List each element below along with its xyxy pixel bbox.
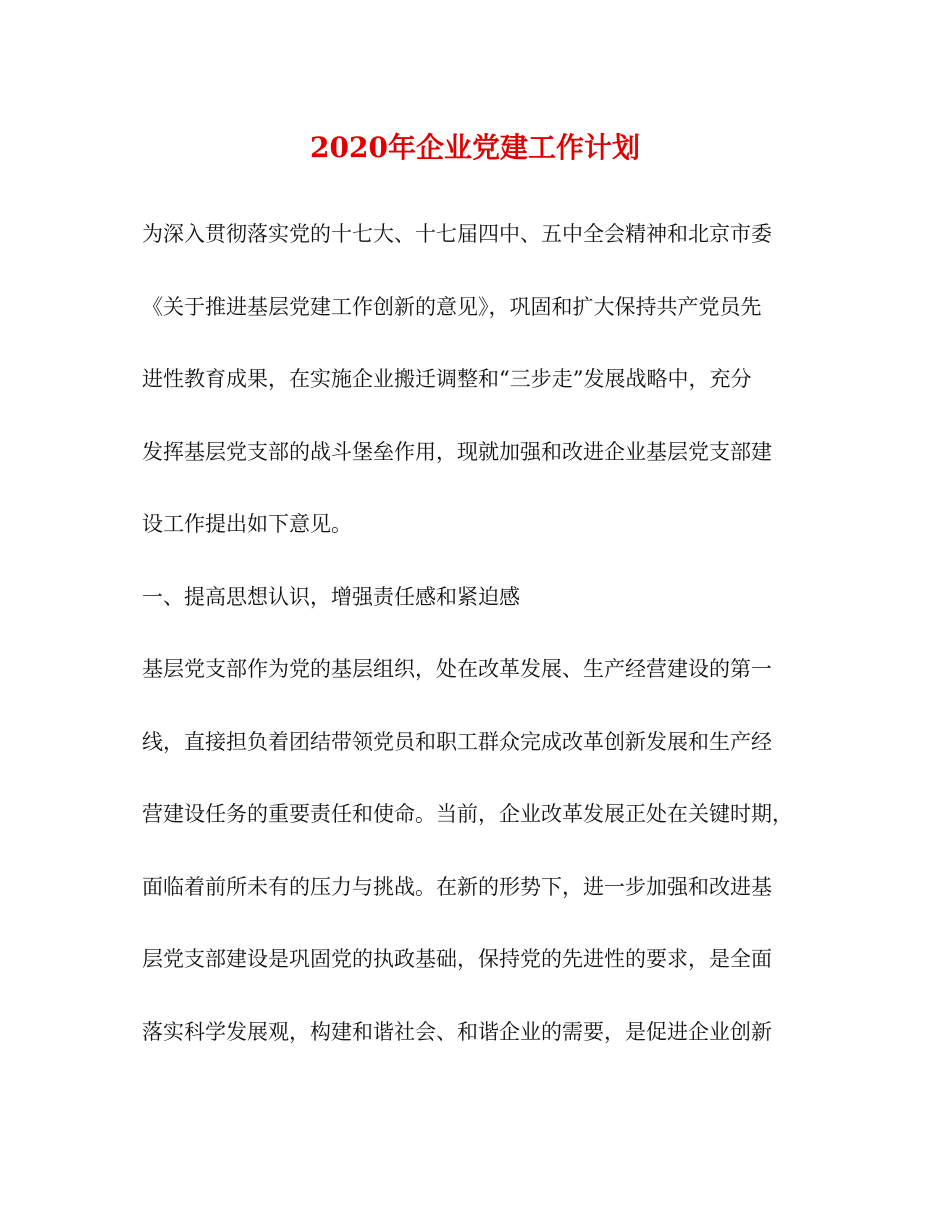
body-line-8: 营建设任务的重要责任和使命。当前，企业改革发展正处在关键时期， bbox=[142, 802, 793, 826]
body-line-4: 发挥基层党支部的战斗堡垒作用，现就加强和改进企业基层党支部建 bbox=[142, 440, 772, 464]
body-line-10: 层党支部建设是巩固党的执政基础，保持党的先进性的要求，是全面 bbox=[142, 947, 772, 971]
body-line-11: 落实科学发展观，构建和谐社会、和谐企业的需要，是促进企业创新 bbox=[142, 1020, 772, 1044]
body-line-3: 进性教育成果，在实施企业搬迁调整和“三步走”发展战略中，充分 bbox=[142, 367, 752, 391]
body-line-7: 线，直接担负着团结带领党员和职工群众完成改革创新发展和生产经 bbox=[142, 730, 772, 754]
body-line-1: 为深入贯彻落实党的十七大、十七届四中、五中全会精神和北京市委 bbox=[142, 222, 772, 246]
body-line-9: 面临着前所未有的压力与挑战。在新的形势下，进一步加强和改进基 bbox=[142, 875, 772, 899]
document-title: 2020年企业党建工作计划 bbox=[310, 131, 640, 164]
section-heading-1: 一、提高思想认识，增强责任感和紧迫感 bbox=[142, 585, 520, 609]
body-line-6: 基层党支部作为党的基层组织，处在改革发展、生产经营建设的第一 bbox=[142, 657, 772, 681]
body-line-5: 设工作提出如下意见。 bbox=[142, 512, 352, 536]
body-line-2: 《关于推进基层党建工作创新的意见》，巩固和扩大保持共产党员先 bbox=[142, 295, 762, 319]
